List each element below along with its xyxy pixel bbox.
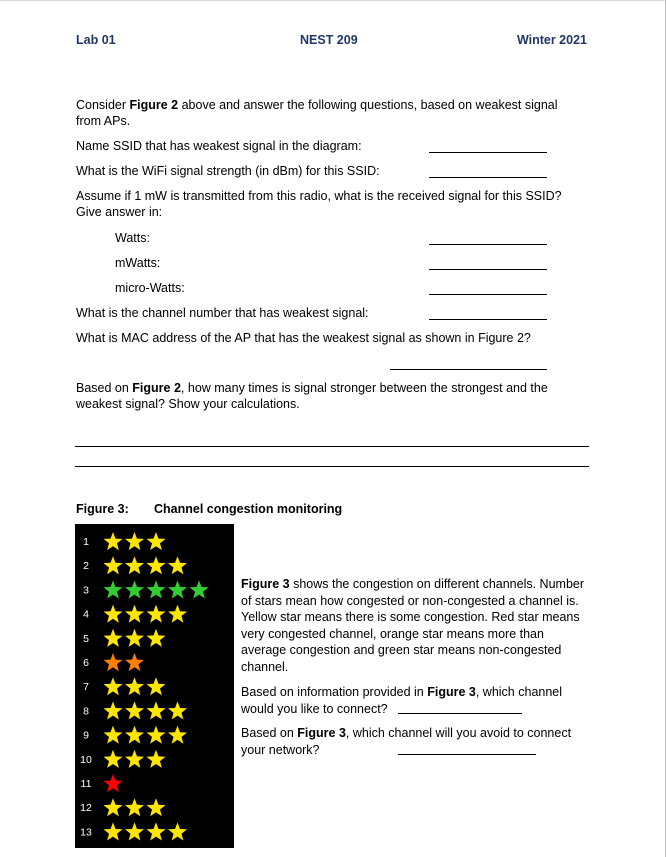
figure3-title: Channel congestion monitoring (154, 502, 343, 516)
yellow-star-icon (103, 556, 122, 574)
figure3-label: Figure 3: (76, 502, 129, 516)
ratio-prefix: Based on (76, 381, 133, 395)
figure3-description (241, 576, 591, 675)
yellow-star-icon (125, 532, 144, 550)
yellow-star-icon (103, 726, 122, 744)
orange-star-icon (125, 653, 144, 671)
page-header (0, 33, 666, 49)
orange-star-icon (103, 653, 122, 671)
yellow-star-icon (146, 556, 165, 574)
yellow-star-icon (125, 556, 144, 574)
channel-number: 12 (80, 802, 92, 815)
yellow-star-icon (125, 726, 144, 744)
answer-blank-avoid[interactable] (398, 754, 536, 755)
yellow-star-icon (146, 822, 165, 840)
channel-number: 7 (83, 681, 89, 694)
yellow-star-icon (125, 701, 144, 719)
channel-number: 1 (83, 536, 89, 548)
question-ratio (76, 381, 606, 412)
answer-blank-connect[interactable] (398, 713, 522, 714)
yellow-star-icon (103, 798, 122, 816)
yellow-star-icon (103, 605, 122, 623)
channel-number: 4 (83, 608, 89, 621)
green-star-icon (146, 580, 165, 598)
yellow-star-icon (125, 629, 144, 647)
answer-blank-mac[interactable] (390, 369, 547, 370)
channel-number: 2 (83, 560, 89, 573)
channel-number: 6 (83, 657, 89, 669)
channel-number: 10 (80, 753, 92, 766)
answer-line-2[interactable] (75, 466, 589, 467)
connect-prefix: Based on information provided in (241, 685, 428, 699)
connect-suffix: , which channel would you like to connect? (241, 685, 563, 716)
yellow-star-icon (103, 629, 122, 647)
avoid-figure-ref: Figure 3 (297, 726, 346, 740)
term-label: Winter 2021 (516, 33, 587, 47)
intro-prefix: Consider (76, 98, 130, 112)
unit-watts: Watts: (115, 231, 150, 245)
yellow-star-icon (168, 822, 187, 840)
channel-number: 13 (80, 826, 92, 839)
yellow-star-icon (125, 822, 144, 840)
red-star-icon (103, 774, 122, 792)
yellow-star-icon (146, 798, 165, 816)
question-ssid: Name SSID that has weakest signal in the diagram: (76, 139, 362, 153)
yellow-star-icon (125, 677, 144, 695)
channel-number: 5 (83, 632, 89, 645)
yellow-star-icon (146, 677, 165, 695)
yellow-star-icon (125, 798, 144, 816)
avoid-prefix: Based on (241, 726, 298, 740)
green-star-icon (189, 580, 208, 598)
answer-blank-mwatts[interactable] (429, 269, 547, 270)
question-mac: What is MAC address of the AP that has the weakest signal as shown in Figure 2? (76, 331, 531, 345)
question-assume (76, 189, 606, 220)
yellow-star-icon (146, 701, 165, 719)
connect-figure-ref: Figure 3 (427, 685, 476, 699)
channel-number: 8 (83, 705, 89, 718)
yellow-star-icon (125, 750, 144, 768)
green-star-icon (168, 580, 187, 598)
yellow-star-icon (103, 750, 122, 768)
unit-microwatts: micro-Watts: (115, 281, 185, 295)
lab-label: Lab 01 (76, 33, 116, 47)
yellow-star-icon (103, 822, 122, 840)
yellow-star-icon (168, 556, 187, 574)
channel-number: 11 (80, 778, 92, 790)
course-label: NEST 209 (300, 33, 358, 47)
yellow-star-icon (168, 701, 187, 719)
answer-blank-microwatts[interactable] (429, 294, 547, 295)
answer-blank-strength[interactable] (429, 177, 547, 178)
ratio-figure-ref: Figure 2 (132, 381, 181, 395)
figure3-caption (76, 502, 343, 516)
yellow-star-icon (146, 726, 165, 744)
channel-number: 3 (83, 584, 89, 597)
channel-congestion-panel (75, 524, 234, 848)
channel-stars-chart (75, 524, 234, 848)
avoid-suffix: , which channel will you avoid to connect your network? (241, 726, 572, 757)
yellow-star-icon (168, 605, 187, 623)
yellow-star-icon (103, 532, 122, 550)
question-strength: What is the WiFi signal strength (in dBm) for this SSID: (76, 164, 380, 178)
intro-figure-ref: Figure 2 (129, 98, 179, 112)
green-star-icon (103, 580, 122, 598)
green-star-icon (125, 580, 144, 598)
ratio-line2: weakest signal? Show your calculations. (76, 396, 300, 411)
answer-line-1[interactable] (75, 446, 589, 447)
yellow-star-icon (103, 701, 122, 719)
intro-line2: from APs. (76, 113, 131, 128)
answer-blank-channel[interactable] (429, 319, 547, 320)
desc-figure-ref: Figure 3 (241, 577, 290, 591)
answer-blank-ssid[interactable] (429, 152, 547, 153)
yellow-star-icon (146, 605, 165, 623)
question-channel: What is the channel number that has weakest signal: (76, 306, 369, 320)
yellow-star-icon (168, 726, 187, 744)
yellow-star-icon (146, 629, 165, 647)
intro-suffix: above and answer the following questions, based on weakest signal (178, 98, 558, 112)
ratio-suffix: , how many times is signal stronger between the strongest and the (180, 381, 548, 395)
answer-blank-watts[interactable] (429, 244, 547, 245)
yellow-star-icon (146, 750, 165, 768)
desc-text: shows the congestion on different channels. Number of stars mean how congested or non-congested a channel is. Yellow star means there is some congestion. Red star means very congested channel, orange star means more than average congestion and green star means non-congested channel. (241, 577, 585, 674)
question-assume-line2: Give answer in: (76, 204, 163, 219)
intro-paragraph (76, 98, 596, 129)
yellow-star-icon (146, 532, 165, 550)
yellow-star-icon (125, 605, 144, 623)
yellow-star-icon (103, 677, 122, 695)
unit-mwatts: mWatts: (115, 256, 161, 270)
channel-number: 9 (83, 729, 89, 742)
question-assume-line1: Assume if 1 mW is transmitted from this radio, what is the received signal for this SSID? (76, 189, 562, 203)
